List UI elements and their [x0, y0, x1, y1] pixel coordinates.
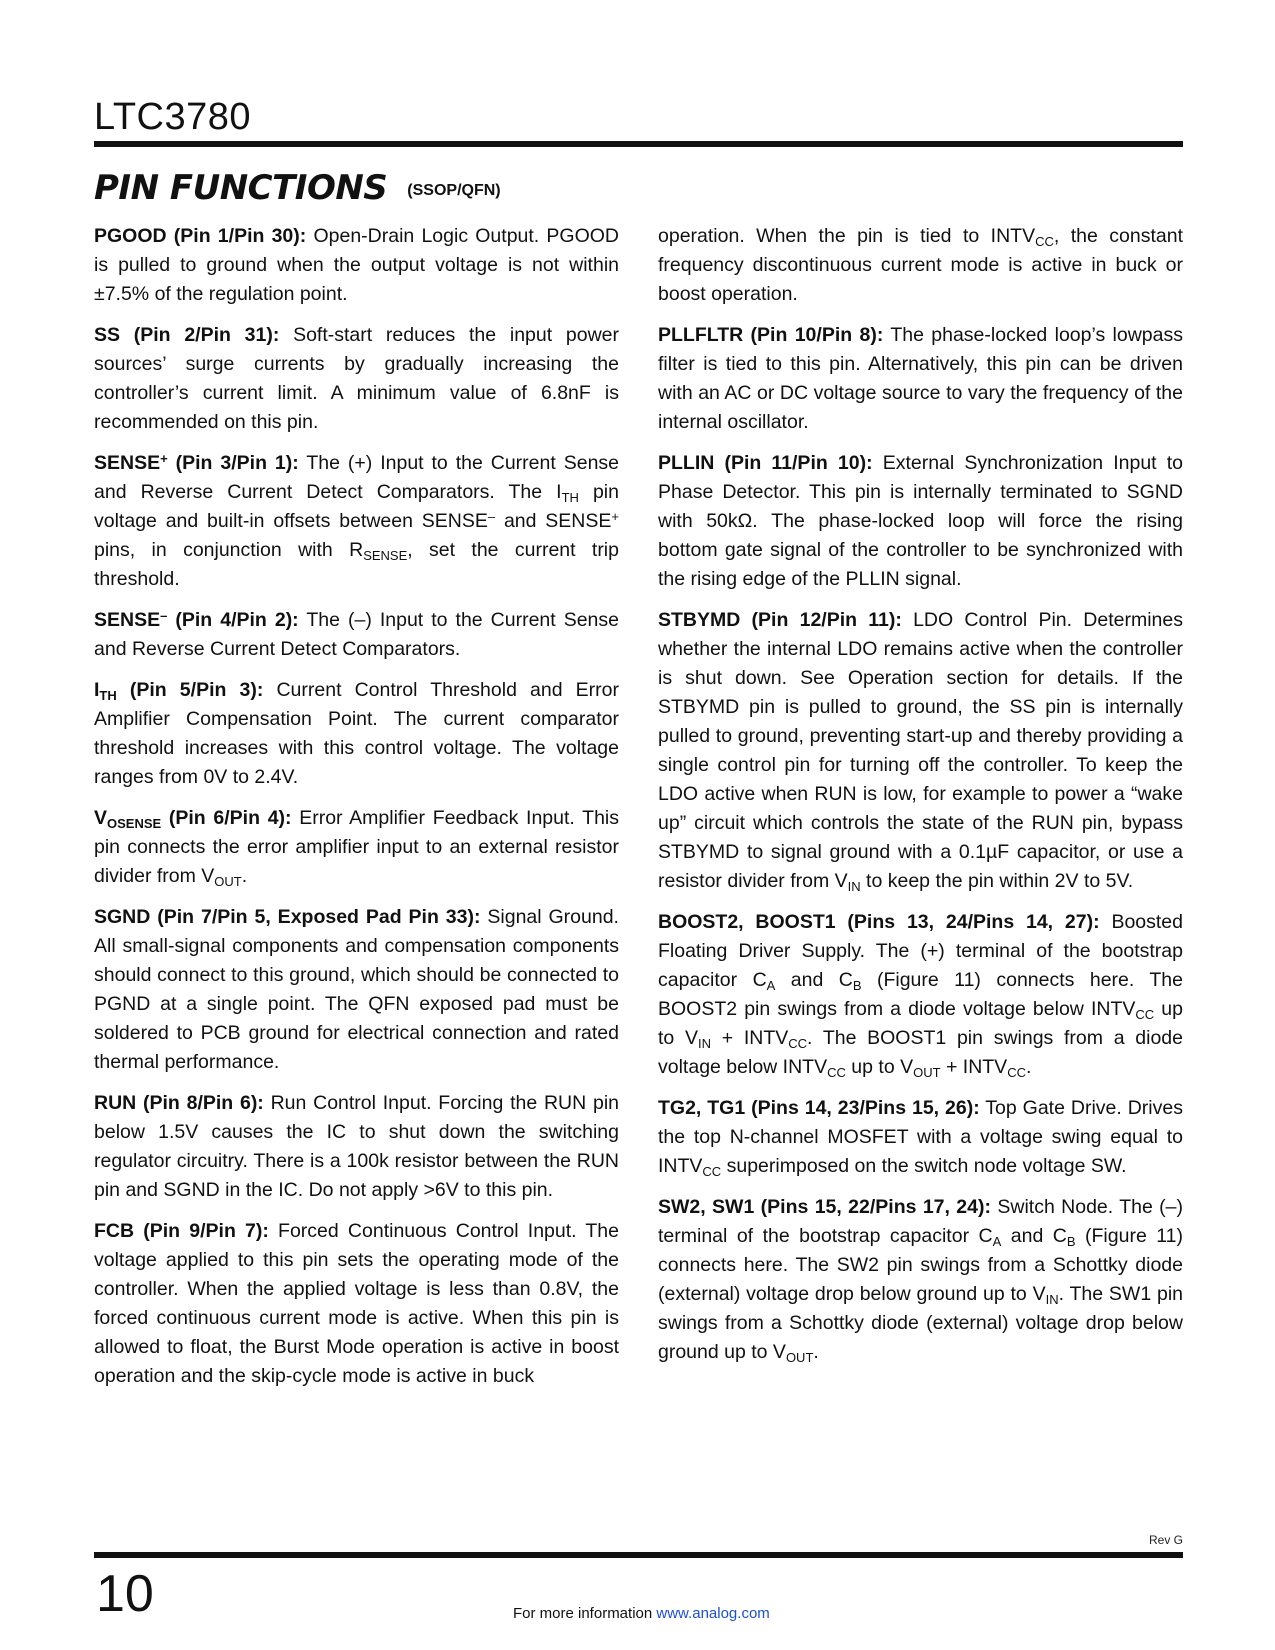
- pin-label: $V_{OSENSE}$ (Pin 6/Pin 4):: [94, 807, 292, 831]
- pin-sense-minus: [94, 606, 619, 664]
- pin-description: Open-Drain Logic Output. PGOOD is pulled to ground when the output voltage is not within ±7.5% of the regulation point.: [94, 225, 620, 305]
- pin-fcb: [94, 1217, 619, 1391]
- left-column: [94, 222, 619, 1403]
- section-heading: [94, 168, 501, 208]
- pin-description: LDO Control Pin. Determines whether the internal LDO remains active when the controller is shut down. See Operation section for details. If the STBYMD pin is pulled to ground, the SS pin is internally pulled to ground, preventing start-up and thereby providing a single control pin for turning off the controller. To keep the LDO active when RUN is low, for example to power a “wake up” circuit which controls the state of the RUN pin, bypass STBYMD to signal ground with a 0.1µF capacitor, or use a resistor divider from $V_{IN}$ to keep the pin within 2V to 5V.: [658, 609, 1183, 894]
- pin-label: SGND (Pin 7/Pin 5, Exposed Pad Pin 33):: [94, 906, 481, 928]
- pin-description: Forced Continuous Control Input. The voltage applied to this pin sets the operating mode of the controller. When the applied voltage is less than 0.8V, the forced continuous current mode is active. When this pin is allowed to float, the Burst Mode operation is active in boost operation and the skip-cycle mode is active in buck: [94, 1220, 619, 1387]
- pin-description: Current Control Threshold and Error Amplifier Compensation Point. The current comparator threshold increases with this control voltage. The voltage ranges from 0V to 2.4V.: [94, 679, 620, 788]
- pin-label: RUN (Pin 8/Pin 6):: [94, 1092, 264, 1114]
- pin-run: [94, 1089, 619, 1205]
- pin-ss: [94, 321, 619, 437]
- pin-description: The phase-locked loop’s lowpass filter is tied to this pin. Alternatively, this pin can be driven with an AC or DC voltage source to vary the frequency of the internal oscillator.: [658, 324, 1183, 433]
- pin-label: SENSE– (Pin 4/Pin 2):: [94, 608, 299, 631]
- pin-vosense: [94, 804, 619, 891]
- footer-website-link[interactable]: www.analog.com: [656, 1605, 770, 1622]
- pin-description: Signal Ground. All small-signal components and compensation components should connect to this ground, which should be connected to PGND at a single point. The QFN exposed pad must be soldered to PCB ground for electrical connection and rated thermal performance.: [94, 906, 619, 1073]
- pin-sw: [658, 1193, 1183, 1367]
- pin-description: Run Control Input. Forcing the RUN pin below 1.5V causes the IC to shut down the switching regulator circuitry. There is a 100k resistor between the RUN pin and SGND in the IC. Do not apply >6V to this pin.: [94, 1092, 619, 1201]
- pin-label: PLLIN (Pin 11/Pin 10):: [658, 452, 873, 474]
- pin-label: BOOST2, BOOST1 (Pins 13, 24/Pins 14, 27):: [658, 911, 1100, 933]
- pin-label: SENSE+ (Pin 3/Pin 1):: [94, 451, 299, 474]
- pin-label: FCB (Pin 9/Pin 7):: [94, 1220, 269, 1242]
- pin-label: SW2, SW1 (Pins 15, 22/Pins 17, 24):: [658, 1196, 991, 1218]
- pin-boost: [658, 908, 1183, 1082]
- page-number: 10: [96, 1565, 154, 1623]
- section-subtitle: (SSOP/QFN): [407, 182, 501, 199]
- pin-description: Boosted Floating Driver Supply. The (+) terminal of the bootstrap capacitor $C_A$ and $C_B$ (Figure 11) connects here. The BOOST2 pin swings from a diode voltage below $INTV_{CC}$ up to $V_{IN}$ + $INTV_{CC}$. The BOOST1 pin swings from a diode voltage below $INTV_{CC}$ up to $V_{OUT}$ + $INTV_{CC}$.: [658, 911, 1183, 1080]
- footer-info: [513, 1605, 770, 1622]
- footer-info-text: For more information: [513, 1605, 657, 1622]
- pin-description: External Synchronization Input to Phase Detector. This pin is internally terminated to SGND with 50kΩ. The phase-locked loop will force the rising bottom gate signal of the controller to be synchronized with the rising edge of the PLLIN signal.: [658, 452, 1183, 590]
- pin-sense-plus: [94, 449, 619, 594]
- pin-description: The (–) Input to the Current Sense and Reverse Current Detect Comparators.: [94, 609, 620, 660]
- pin-stbymd: [658, 606, 1183, 896]
- pin-label: SS (Pin 2/Pin 31):: [94, 324, 280, 346]
- right-column: [658, 222, 1183, 1379]
- revision-label: Rev G: [1148, 1533, 1183, 1547]
- part-number: LTC3780: [94, 96, 252, 138]
- pin-description: The (+) Input to the Current Sense and Reverse Current Detect Comparators. The $I_{TH}$ pin voltage and built-in offsets between SENSE– and SENSE+ pins, in conjunction with $R_{SENSE}$, set the current trip threshold.: [94, 452, 620, 590]
- pin-pllin: [658, 449, 1183, 594]
- pin-ith: [94, 676, 619, 792]
- pin-label: PGOOD (Pin 1/Pin 30):: [94, 225, 307, 247]
- footer-rule: [94, 1552, 1183, 1558]
- pin-label: TG2, TG1 (Pins 14, 23/Pins 15, 26):: [658, 1097, 980, 1119]
- pin-pgood: [94, 222, 619, 309]
- pin-fcb-continued: operation. When the pin is tied to $INTV_{CC}$, the constant frequency discontinuous current mode is active in buck or boost operation.: [658, 225, 1183, 305]
- pin-description: Soft-start reduces the input power sources’ surge currents by gradually increasing the controller’s current limit. A minimum value of 6.8nF is recommended on this pin.: [94, 324, 619, 433]
- pin-description: Switch Node. The (–) terminal of the bootstrap capacitor $C_A$ and $C_B$ (Figure 11) connects here. The SW2 pin swings from a Schottky diode (external) voltage drop below ground up to $V_{IN}$. The SW1 pin swings from a Schottky diode (external) voltage drop below ground up to $V_{OUT}$.: [658, 1196, 1184, 1365]
- pin-label: $I_{TH}$ (Pin 5/Pin 3):: [94, 679, 264, 703]
- section-title: PIN FUNCTIONS: [94, 168, 388, 208]
- pin-label: STBYMD (Pin 12/Pin 11):: [658, 609, 902, 631]
- pin-description: Top Gate Drive. Drives the top N-channel MOSFET with a voltage swing equal to $INTV_{CC}$ superimposed on the switch node voltage SW.: [658, 1097, 1183, 1179]
- pin-label: PLLFLTR (Pin 10/Pin 8):: [658, 324, 884, 346]
- pin-pllfltr: [658, 321, 1183, 437]
- pin-sgnd: [94, 903, 619, 1077]
- pin-tg: [658, 1094, 1183, 1181]
- header-rule: [94, 141, 1183, 147]
- pin-description: Error Amplifier Feedback Input. This pin connects the error amplifier input to an external resistor divider from $V_{OUT}$.: [94, 807, 619, 889]
